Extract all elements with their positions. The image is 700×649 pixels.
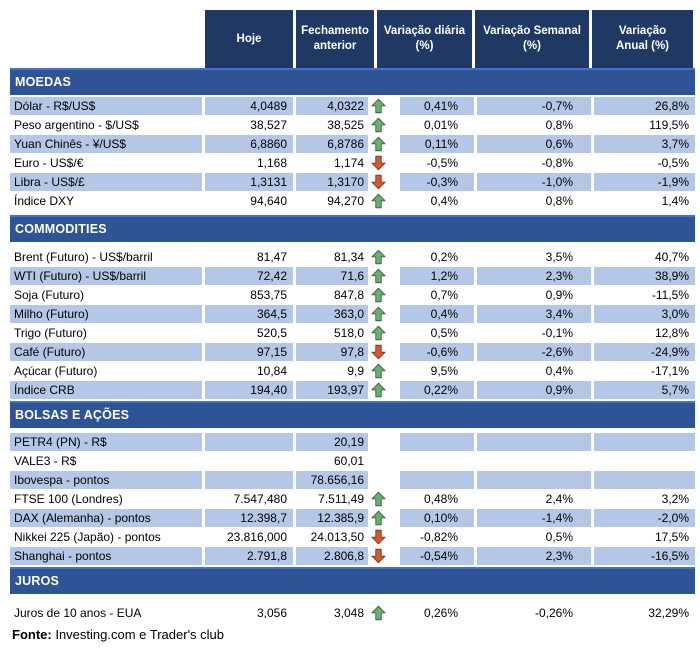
variacao-diaria-value: 0,5% [430,326,458,340]
fechamento-anterior-value: 71,6 [296,267,368,285]
variacao-anual-value: 119,5% [649,118,689,132]
column-header-variacao-semanal: Variação Semanal (%) [475,10,589,68]
variacao-diaria-value: -0,5% [426,156,458,170]
variacao-diaria-value: 0,2% [430,250,458,264]
trend-cell [371,173,397,191]
row-label: Dólar - R$/US$ [10,97,202,115]
trend-cell [371,343,397,361]
up-arrow-icon [371,325,386,341]
hoje-value: 94,640 [250,194,287,208]
variacao-semanal-value: -0,1% [541,326,573,340]
section-title: BOLSAS E AÇÕES [15,408,130,422]
row-label: Soja (Futuro) [14,288,85,302]
variacao-semanal-value: -0,7% [477,97,591,115]
variacao-anual-value: -2,0% [594,509,695,527]
variacao-diaria-value: -0,6% [400,343,474,361]
table-row [10,490,700,508]
variacao-semanal-value: -0,8% [541,156,573,170]
table-row [10,362,700,380]
source-note [10,627,700,642]
table-row [10,452,700,470]
table-row [10,173,700,191]
variacao-diaria-value: -0,54% [400,547,474,565]
row-label: Milho (Futuro) [10,305,202,323]
up-arrow-icon [371,249,386,265]
variacao-diaria-value: 1,2% [400,267,474,285]
variacao-anual-value: -11,5% [651,288,689,302]
variacao-anual-value: 26,8% [594,97,695,115]
table-row [10,154,700,172]
up-arrow-icon [371,98,386,114]
fechamento-anterior-value: 60,01 [333,454,364,468]
hoje-value: 81,47 [256,250,287,264]
hoje-value: 12.398,7 [205,509,293,527]
variacao-diaria-value: 0,26% [423,606,458,620]
trend-cell [371,154,397,172]
fechamento-anterior-value: 24.013,50 [310,530,364,544]
variacao-semanal-value: -0,26% [534,606,573,620]
row-label: Libra - US$/£ [10,173,202,191]
trend-cell [371,248,397,266]
variacao-diaria-value: 0,48% [423,492,458,506]
hoje-value: 520,5 [256,326,287,340]
row-label: Açúcar (Futuro) [14,364,98,378]
table-row [10,248,700,266]
variacao-semanal-value [477,433,591,451]
hoje-value: 72,42 [205,267,293,285]
row-label: PETR4 (PN) - R$ [10,433,202,451]
up-arrow-icon [371,491,386,507]
trend-cell [371,116,397,134]
variacao-semanal-value: -1,0% [477,173,591,191]
table-row [10,604,700,622]
header-empty-corner [10,10,202,68]
trend-cell [371,192,397,210]
row-label: Nikkei 225 (Japão) - pontos [14,530,161,544]
section-band [10,68,695,95]
variacao-semanal-value: 3,5% [545,250,573,264]
variacao-diaria-value [400,471,474,489]
fechamento-anterior-value: 12.385,9 [296,509,368,527]
table-body [10,68,700,622]
section-title: JUROS [15,574,60,588]
variacao-semanal-value: -1,4% [477,509,591,527]
variacao-diaria-value: 0,10% [400,509,474,527]
hoje-value: 364,5 [205,305,293,323]
variacao-diaria-value: -0,3% [400,173,474,191]
fechamento-anterior-value: 38,525 [327,118,364,132]
down-arrow-icon [371,529,386,545]
column-header-hoje: Hoje [205,10,293,68]
table-row [10,547,700,565]
column-header-variacao-anual-label: Variação Anual (%) [615,25,670,52]
trend-cell [371,604,397,622]
trend-cell [371,547,397,565]
variacao-anual-value: 32,29% [648,606,689,620]
fechamento-anterior-value: 847,8 [333,288,364,302]
hoje-value: 1,168 [256,156,287,170]
variacao-diaria-value: 0,22% [400,381,474,399]
variacao-anual-value [594,433,695,451]
up-arrow-icon [371,382,386,398]
table-row [10,305,700,323]
variacao-diaria-value: 0,4% [430,194,458,208]
up-arrow-icon [371,510,386,526]
hoje-value: 2.791,8 [205,547,293,565]
variacao-semanal-value: 0,8% [545,194,573,208]
trend-cell [371,490,397,508]
up-arrow-icon [371,117,386,133]
trend-cell [371,433,397,451]
row-label: Peso argentino - $/US$ [14,118,139,132]
table-row [10,509,700,527]
up-arrow-icon [371,306,386,322]
hoje-value [205,452,293,470]
variacao-semanal-value: 2,3% [477,547,591,565]
variacao-semanal-value: 0,8% [545,118,573,132]
fechamento-anterior-value: 97,8 [296,343,368,361]
variacao-anual-value: 38,9% [594,267,695,285]
table-row [10,528,700,546]
variacao-anual-value: 1,4% [661,194,689,208]
column-header-variacao-anual [592,10,693,68]
section-band [10,401,695,428]
variacao-diaria-value: 0,41% [400,97,474,115]
row-label: Yuan Chinês - ¥/US$ [10,135,202,153]
down-arrow-icon [371,174,386,190]
section-title: COMMODITIES [15,222,107,236]
hoje-value: 97,15 [205,343,293,361]
down-arrow-icon [371,548,386,564]
variacao-anual-value: -17,1% [650,364,689,378]
variacao-semanal-value: 2,4% [545,492,573,506]
trend-cell [371,97,397,115]
variacao-anual-value [594,452,695,470]
variacao-anual-value: -24,9% [594,343,695,361]
table-row [10,286,700,304]
row-label: Café (Futuro) [10,343,202,361]
variacao-semanal-value: 0,9% [477,381,591,399]
fechamento-anterior-value: 81,34 [333,250,364,264]
hoje-value: 853,75 [250,288,287,302]
row-label: Índice CRB [10,381,202,399]
variacao-semanal-value: 0,5% [545,530,573,544]
trend-cell [371,305,397,323]
hoje-value [205,433,293,451]
up-arrow-icon [371,268,386,284]
variacao-diaria-value [400,433,474,451]
trend-cell [371,362,397,380]
source-note-label: Fonte: [12,627,52,642]
hoje-value: 1,3131 [205,173,293,191]
table-row [10,192,700,210]
table-row [10,381,700,399]
trend-cell [371,528,397,546]
table-row [10,324,700,342]
row-label: Trigo (Futuro) [14,326,87,340]
fechamento-anterior-value: 94,270 [327,194,364,208]
variacao-diaria-value: 0,11% [400,135,474,153]
fechamento-anterior-value: 2.806,8 [296,547,368,565]
table-row [10,471,700,489]
section-band [10,215,695,242]
up-arrow-icon [371,193,386,209]
hoje-value: 7.547,480 [233,492,287,506]
table-row [10,97,700,115]
table-row [10,267,700,285]
section-band [10,567,695,594]
column-header-row [10,10,700,68]
variacao-diaria-value: 9,5% [430,364,458,378]
row-label: Juros de 10 anos - EUA [14,606,142,620]
fechamento-anterior-value: 7.511,49 [318,492,364,506]
fechamento-anterior-value: 363,0 [296,305,368,323]
variacao-diaria-value: 0,4% [400,305,474,323]
fechamento-anterior-value: 1,174 [333,156,364,170]
fechamento-anterior-value: 6,8786 [296,135,368,153]
trend-cell [371,267,397,285]
trend-cell [371,381,397,399]
table-row [10,433,700,451]
row-label: Shanghai - pontos [10,547,202,565]
up-arrow-icon [371,287,386,303]
variacao-semanal-value [477,471,591,489]
column-header-fechamento-anterior: Fechamento anterior [296,10,374,68]
trend-cell [371,509,397,527]
variacao-anual-value: 3,7% [594,135,695,153]
variacao-semanal-value: 3,4% [477,305,591,323]
hoje-value: 6,8860 [205,135,293,153]
row-label: DAX (Alemanha) - pontos [10,509,202,527]
row-label: WTI (Futuro) - US$/barril [10,267,202,285]
up-arrow-icon [371,136,386,152]
fechamento-anterior-value: 4,0322 [296,97,368,115]
variacao-anual-value: 12,8% [654,326,689,340]
fechamento-anterior-value: 9,9 [347,364,364,378]
variacao-semanal-value [477,452,591,470]
down-arrow-icon [371,155,386,171]
variacao-diaria-value: -0,82% [419,530,458,544]
trend-cell [371,135,397,153]
variacao-semanal-value: 2,3% [477,267,591,285]
row-label: Índice DXY [14,194,75,208]
section-title: MOEDAS [15,75,72,89]
table-row [10,116,700,134]
variacao-semanal-value: 0,4% [545,364,573,378]
variacao-anual-value: -1,9% [594,173,695,191]
hoje-value: 194,40 [205,381,293,399]
hoje-value: 10,84 [256,364,287,378]
variacao-diaria-value [400,452,474,470]
trend-cell [371,286,397,304]
variacao-anual-value: 3,2% [661,492,689,506]
trend-cell [371,324,397,342]
column-header-variacao-diaria: Variação diária (%) [377,10,472,68]
hoje-value: 4,0489 [205,97,293,115]
down-arrow-icon [371,344,386,360]
fechamento-anterior-value: 20,19 [296,433,368,451]
fechamento-anterior-value: 518,0 [333,326,364,340]
variacao-diaria-value: 0,01% [423,118,458,132]
hoje-value: 38,527 [250,118,287,132]
trend-cell [371,471,397,489]
variacao-semanal-value: -2,6% [477,343,591,361]
variacao-semanal-value: 0,6% [477,135,591,153]
row-label: VALE3 - R$ [14,454,77,468]
fechamento-anterior-value: 3,048 [333,606,364,620]
row-label: Ibovespa - pontos [10,471,202,489]
fechamento-anterior-value: 193,97 [296,381,368,399]
row-label: Euro - US$/€ [14,156,84,170]
up-arrow-icon [371,363,386,379]
hoje-value: 23.816,000 [226,530,287,544]
table-row [10,343,700,361]
variacao-anual-value: 17,5% [654,530,689,544]
table-row [10,135,700,153]
row-label: FTSE 100 (Londres) [14,492,123,506]
variacao-anual-value [594,471,695,489]
source-note-text: Investing.com e Trader's club [55,627,225,642]
hoje-value [205,471,293,489]
variacao-anual-value: -16,5% [594,547,695,565]
variacao-diaria-value: 0,7% [430,288,458,302]
row-label: Brent (Futuro) - US$/barril [14,250,153,264]
fechamento-anterior-value: 78.656,16 [296,471,368,489]
variacao-anual-value: -0,5% [657,156,689,170]
hoje-value: 3,056 [256,606,287,620]
trend-cell [371,452,397,470]
variacao-anual-value: 5,7% [594,381,695,399]
variacao-anual-value: 40,7% [654,250,689,264]
variacao-anual-value: 3,0% [594,305,695,323]
up-arrow-icon [371,605,386,621]
variacao-semanal-value: 0,9% [545,288,573,302]
fechamento-anterior-value: 1,3170 [296,173,368,191]
